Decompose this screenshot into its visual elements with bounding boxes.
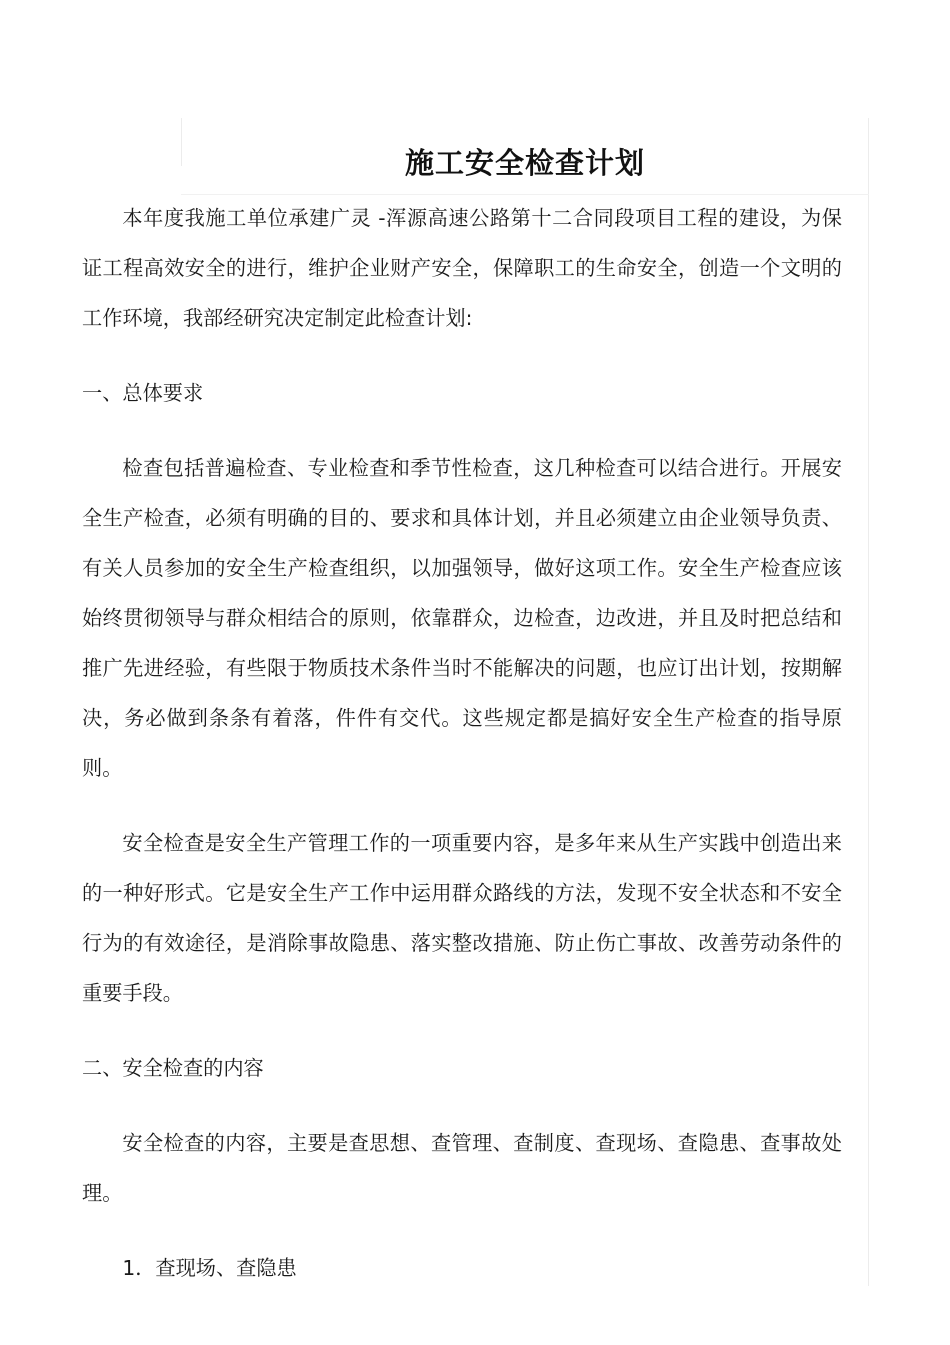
spacer xyxy=(82,343,842,368)
spacer xyxy=(82,793,842,818)
subsection-heading: 1．查现场、查隐患 xyxy=(122,1256,297,1280)
spacer xyxy=(82,1093,842,1118)
intro-paragraph: 本年度我施工单位承建广灵 -浑源高速公路第十二合同段项目工程的建设，为保证工程高效安全的进行，维护企业财产安全，保障职工的生命安全，创造一个文明的工作环境，我部经研究决定制定此检查计划: xyxy=(82,206,842,330)
body-paragraph: 安全检查是安全生产管理工作的一项重要内容，是多年来从生产实践中创造出来的一种好形式。它是安全生产工作中运用群众路线的方法，发现不安全状态和不安全行为的有效途径，是消除事故隐患、落实整改措施、防止伤亡事故、改善劳动条件的重要手段。 xyxy=(82,831,842,1005)
page-frame-right-rule xyxy=(868,118,869,1286)
section-heading-general-requirements: 一、总体要求 xyxy=(82,381,204,405)
spacer xyxy=(82,1218,842,1243)
document-body xyxy=(82,193,842,1293)
body-paragraph: 安全检查的内容，主要是查思想、查管理、查制度、查现场、查隐患、查事故处理。 xyxy=(82,1131,842,1205)
document-title: 施工安全检查计划 xyxy=(404,146,645,181)
spacer xyxy=(82,1018,842,1043)
body-paragraph: 检查包括普遍检查、专业检查和季节性检查，这几种检查可以结合进行。开展安全生产检查，必须有明确的目的、要求和具体计划，并且必须建立由企业领导负责、有关人员参加的安全生产检查组织，以加强领导，做好这项工作。安全生产检查应该始终贯彻领导与群众相结合的原则，依靠群众，边检查，边改进，并且及时把总结和推广先进经验，有些限于物质技术条件当时不能解决的问题，也应订出计划，按期解决，务必做到条条有着落，件件有交代。这些规定都是搞好安全生产检查的指导原则。 xyxy=(82,456,842,780)
section-heading-inspection-content: 二、安全检查的内容 xyxy=(82,1056,264,1080)
spacer xyxy=(82,418,842,443)
